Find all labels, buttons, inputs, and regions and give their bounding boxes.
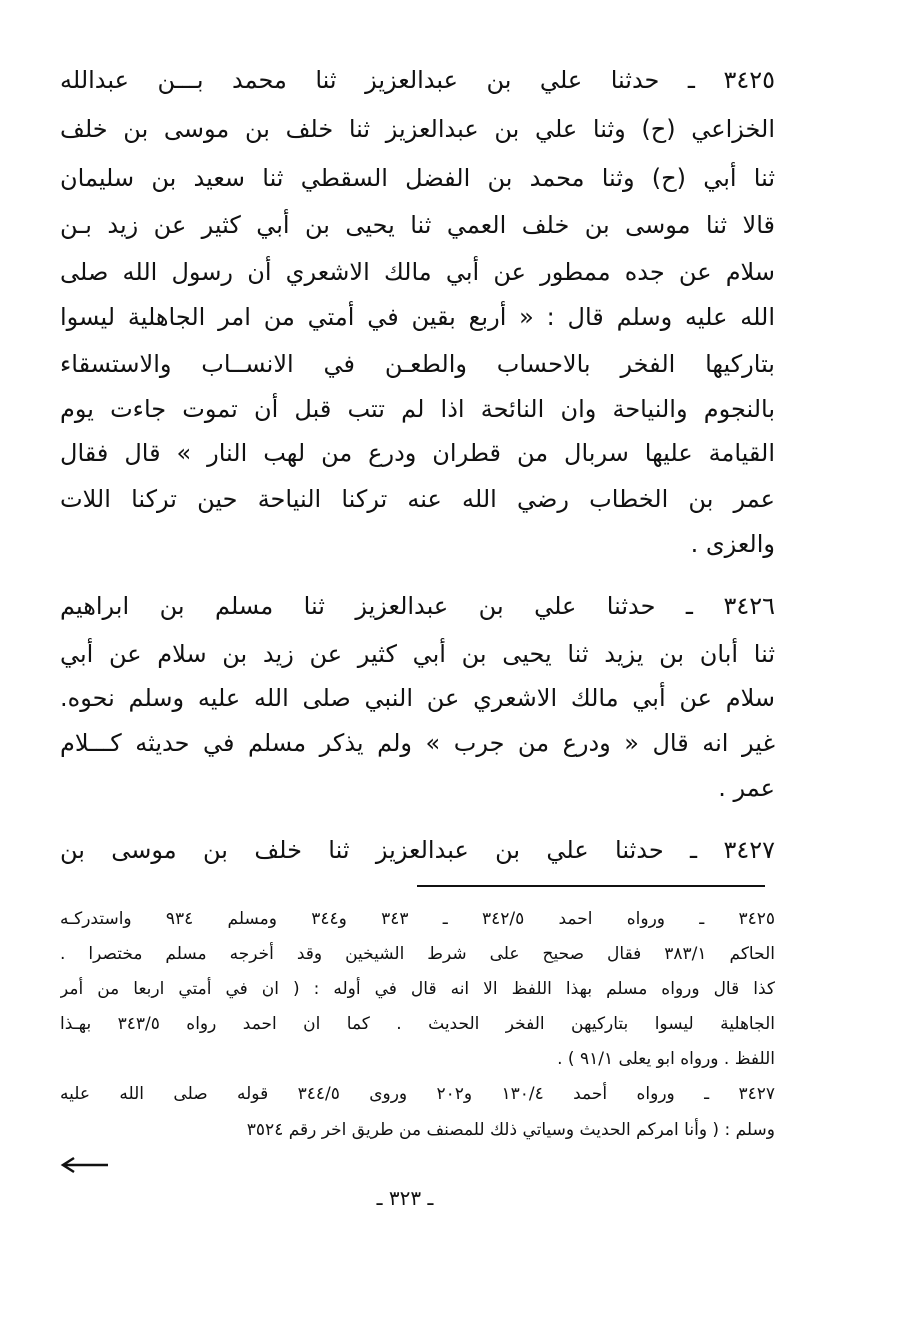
hadith-3425-line-5: سلام عن جده ممطور عن أبي مالك الاشعري أن رسول الله صلى bbox=[60, 258, 775, 286]
footnote-line-6: ٣٤٢٧ ـ ورواه أحمد ١٣٠/٤ و٢٠٢ وروى ٣٤٤/٥ قوله صلى الله عليه bbox=[60, 1084, 775, 1104]
hadith-3425-line-7: بتاركيها الفخر بالاحساب والطعـن في الانســاب والاستسقاء bbox=[60, 350, 775, 378]
hadith-3426-line-2: ثنا أبان بن يزيد ثنا يحيى بن أبي كثير عن زيد بن سلام عن أبي bbox=[60, 640, 775, 668]
hadith-3425-line-10: عمر بن الخطاب رضي الله عنه تركنا النياحة حين تركنا اللات bbox=[60, 485, 775, 513]
hadith-3426-line-4: غير انه قال « ودرع من جرب » ولم يذكر مسلم في حديثه كـــلام bbox=[60, 729, 775, 757]
hadith-3426-line-3: سلام عن أبي مالك الاشعري عن النبي صلى الله عليه وسلم نحوه. bbox=[60, 684, 775, 712]
hadith-3425-line-8: بالنجوم والنياحة وان النائحة اذا لم تتب قبل أن تموت جاءت يوم bbox=[60, 395, 775, 423]
hadith-3425-line-2: الخزاعي (ح) وثنا علي بن عبدالعزيز ثنا خلف بن موسى بن خلف bbox=[60, 115, 775, 143]
footnote-line-5: اللفظ . ورواه ابو يعلى ٩١/١ ) . bbox=[557, 1049, 775, 1069]
footnote-line-1: ٣٤٢٥ ـ ورواه احمد ٣٤٢/٥ ـ ٣٤٣ و٣٤٤ ومسلم ٩٣٤ واستدركـه bbox=[60, 909, 775, 929]
hadith-3425-line-11: والعزى . bbox=[690, 530, 775, 558]
hadith-3425-line-9: القيامة عليها سربال من قطران ودرع من لهب النار » قال فقال bbox=[60, 439, 775, 467]
hadith-3426-line-5: عمر . bbox=[718, 774, 775, 802]
footnote-line-2: الحاكم ٣٨٣/١ فقال صحيح على شرط الشيخين وقد أخرجه مسلم مختصرا . bbox=[60, 944, 775, 964]
footnote-separator bbox=[417, 885, 765, 887]
footnote-line-3: كذا قال ورواه مسلم بهذا اللفظ الا انه قال في أوله : ( ان في أمتي اربعا من أمر bbox=[60, 979, 775, 999]
hadith-3427-line-1: ٣٤٢٧ ـ حدثنا علي بن عبدالعزيز ثنا خلف بن موسى بن bbox=[60, 836, 775, 864]
hadith-3425-line-3: ثنا أبي (ح) وثنا محمد بن الفضل السقطي ثنا سعيد بن سليمان bbox=[60, 164, 775, 192]
footnote-line-7: وسلم : ( وأنا امركم الحديث وسياتي ذلك للمصنف من طريق اخر رقم ٣٥٢٤ bbox=[246, 1120, 775, 1140]
hadith-3426-line-1: ٣٤٢٦ ـ حدثنا علي بن عبدالعزيز ثنا مسلم بن ابراهيم bbox=[60, 592, 775, 620]
page-number: ـ ٣٢٣ ـ bbox=[376, 1186, 434, 1210]
left-arrow-icon bbox=[58, 1155, 110, 1175]
footnote-line-4: الجاهلية ليسوا بتاركيهن الفخر الحديث . كما ان احمد رواه ٣٤٣/٥ بهـذا bbox=[60, 1014, 775, 1034]
hadith-3425-line-4: قالا ثنا موسى بن خلف العمي ثنا يحيى بن أبي كثير عن زيد بـن bbox=[60, 211, 775, 239]
hadith-3425-line-6: الله عليه وسلم قال : « أربع بقين في أمتي من امر الجاهلية ليسوا bbox=[60, 303, 775, 331]
hadith-3425-line-1: ٣٤٢٥ ـ حدثنا علي بن عبدالعزيز ثنا محمد بـــن عبدالله bbox=[60, 66, 775, 94]
